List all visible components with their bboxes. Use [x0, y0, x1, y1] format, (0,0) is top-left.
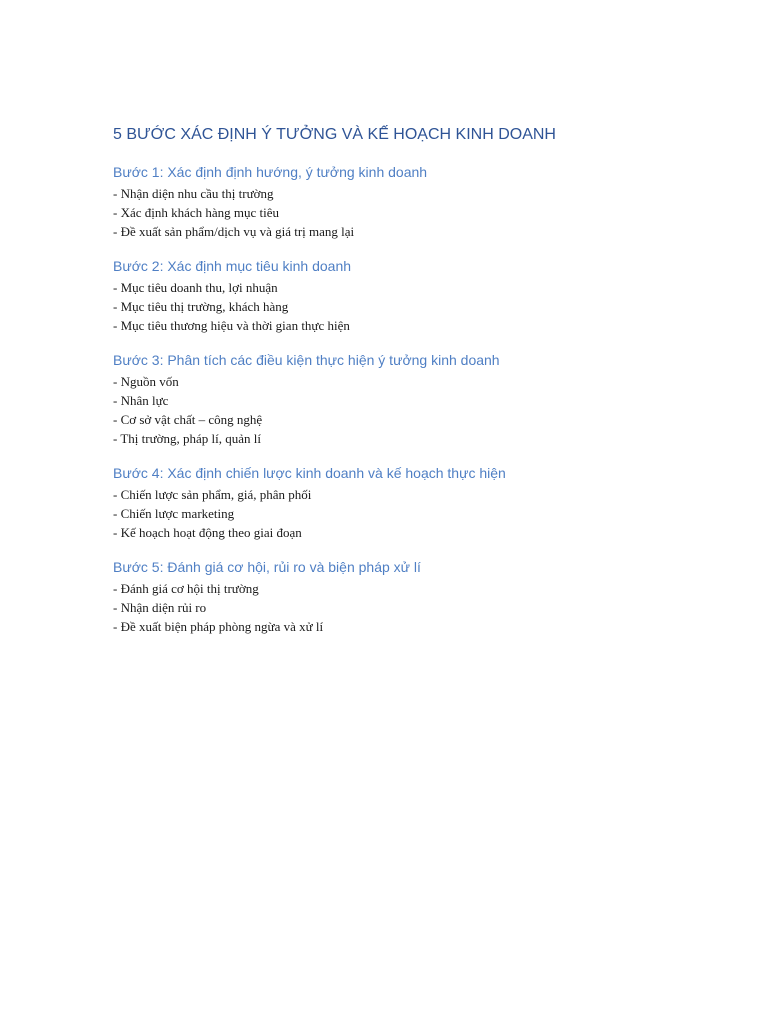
list-item: - Nguồn vốn	[113, 374, 179, 389]
list-item: - Nhận diện nhu cầu thị trường	[113, 186, 274, 201]
step-3-section	[113, 350, 713, 448]
step-5-section	[113, 557, 713, 636]
step-3-heading: Bước 3: Phân tích các điều kiện thực hiện ý tưởng kinh doanh	[113, 352, 500, 368]
step-1-list	[113, 184, 713, 241]
step-1-section	[113, 162, 713, 241]
list-item: - Nhân lực	[113, 393, 169, 408]
list-item: - Kế hoạch hoạt động theo giai đoạn	[113, 525, 302, 540]
list-item: - Mục tiêu thị trường, khách hàng	[113, 299, 289, 314]
step-5-list	[113, 579, 713, 636]
list-item: - Mục tiêu doanh thu, lợi nhuận	[113, 280, 278, 295]
step-4-section	[113, 463, 713, 542]
list-item: - Chiến lược sản phẩm, giá, phân phối	[113, 487, 312, 502]
step-2-list	[113, 278, 713, 335]
step-4-heading: Bước 4: Xác định chiến lược kinh doanh và kế hoạch thực hiện	[113, 465, 506, 481]
step-2-section	[113, 256, 713, 335]
list-item: - Cơ sở vật chất – công nghệ	[113, 412, 263, 427]
step-5-heading: Bước 5: Đánh giá cơ hội, rủi ro và biện pháp xử lí	[113, 559, 421, 575]
document-title: 5 BƯỚC XÁC ĐỊNH Ý TƯỞNG VÀ KẾ HOẠCH KINH DOANH	[113, 126, 556, 143]
list-item: - Xác định khách hàng mục tiêu	[113, 205, 280, 220]
list-item: - Đề xuất biện pháp phòng ngừa và xử lí	[113, 619, 324, 634]
step-4-list	[113, 485, 713, 542]
step-2-heading: Bước 2: Xác định mục tiêu kinh doanh	[113, 258, 352, 274]
list-item: - Nhận diện rủi ro	[113, 600, 207, 615]
list-item: - Đánh giá cơ hội thị trường	[113, 581, 259, 596]
step-3-list	[113, 372, 713, 448]
list-item: - Mục tiêu thương hiệu và thời gian thực hiện	[113, 318, 350, 333]
document-page	[113, 124, 713, 651]
list-item: - Đề xuất sản phẩm/dịch vụ và giá trị mang lại	[113, 224, 355, 239]
list-item: - Thị trường, pháp lí, quản lí	[113, 431, 261, 446]
list-item: - Chiến lược marketing	[113, 506, 235, 521]
step-1-heading: Bước 1: Xác định định hướng, ý tưởng kinh doanh	[113, 164, 428, 180]
